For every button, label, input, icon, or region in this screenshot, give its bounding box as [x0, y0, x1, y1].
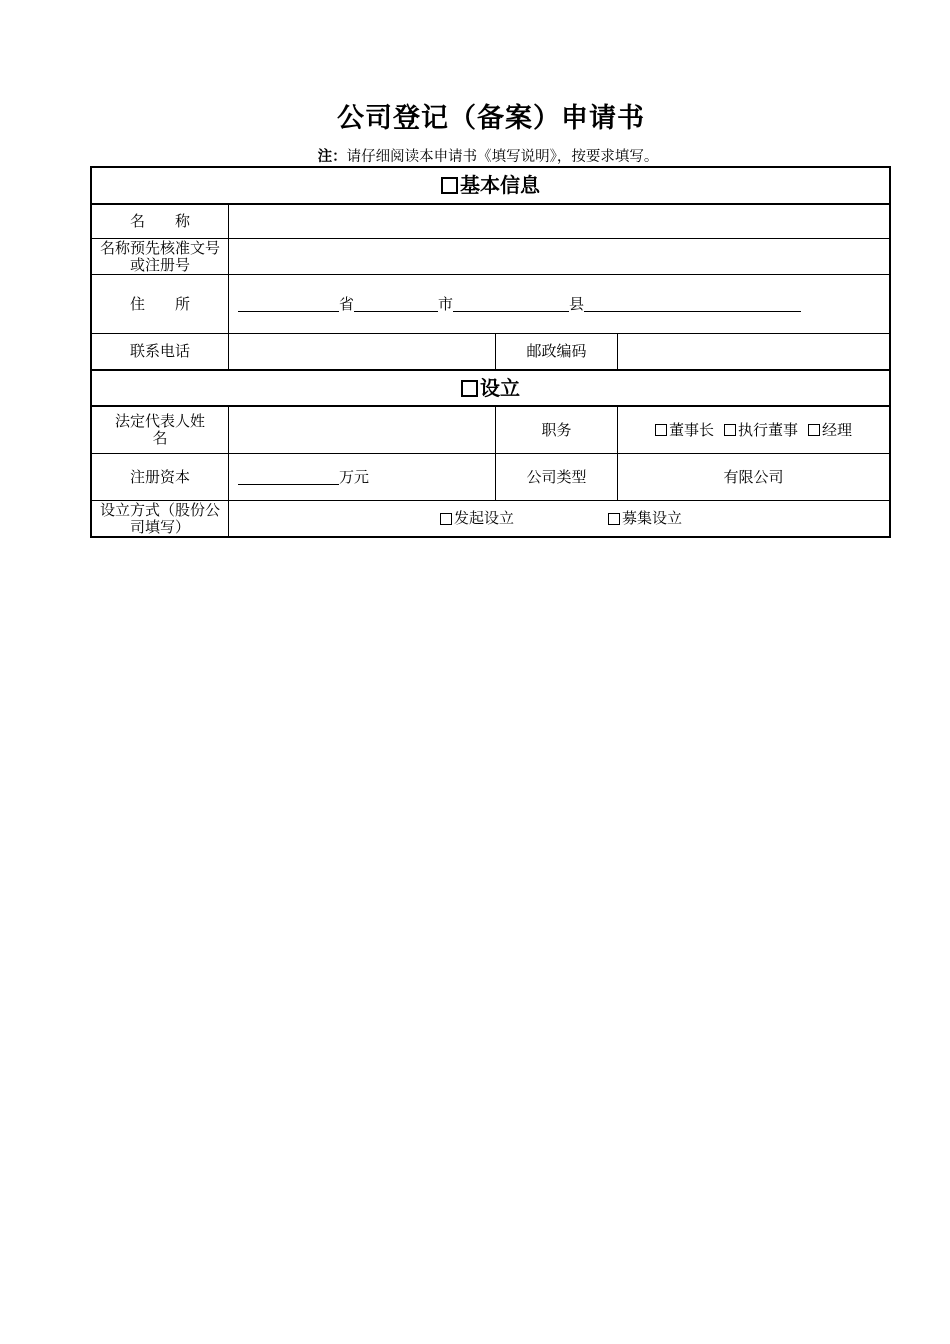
checkbox-basic-info[interactable]: [441, 177, 458, 194]
name-field[interactable]: [229, 205, 889, 238]
position-option-executive-director[interactable]: 执行董事: [724, 422, 798, 439]
legal-rep-label: 法定代表人姓名: [114, 412, 205, 447]
method-option-promotion[interactable]: 发起设立: [440, 501, 540, 536]
frame-right: [889, 166, 891, 538]
phone-field[interactable]: [229, 334, 495, 369]
form-note: [0, 145, 950, 166]
address-field[interactable]: [238, 275, 889, 333]
section-basic-label: 基本信息: [460, 173, 540, 197]
legal-rep-field[interactable]: [229, 407, 495, 453]
checkbox-icon[interactable]: [608, 513, 620, 525]
position-options: [618, 407, 889, 453]
position-option-manager[interactable]: 经理: [808, 422, 852, 439]
capital-label: 注册资本: [129, 467, 190, 486]
county-label: 县: [569, 294, 585, 313]
province-label: 省: [339, 294, 355, 313]
application-form: [90, 166, 891, 538]
checkbox-icon[interactable]: [655, 424, 667, 436]
address-label: 住 所: [129, 294, 190, 313]
checkbox-icon[interactable]: [724, 424, 736, 436]
position-label: 职务: [541, 420, 572, 439]
section-setup: [92, 371, 889, 405]
section-setup-label: 设立: [480, 375, 520, 400]
company-type-label: 公司类型: [526, 467, 587, 486]
note-text: 请仔细阅读本申请书《填写说明》，按要求填写。: [346, 149, 659, 165]
postcode-label: 邮政编码: [526, 342, 587, 360]
street-blank[interactable]: [584, 296, 801, 312]
pre-approval-field[interactable]: [229, 239, 889, 274]
pre-approval-label: 名称预先核准文号或注册号: [99, 238, 220, 274]
city-blank[interactable]: [354, 296, 438, 312]
frame-bottom: [90, 536, 891, 538]
checkbox-icon[interactable]: [440, 513, 452, 525]
checkbox-icon[interactable]: [808, 424, 820, 436]
note-label: 注：: [317, 149, 347, 165]
name-label: 名 称: [129, 212, 190, 230]
position-option-chairman[interactable]: 董事长: [655, 422, 714, 439]
method-option-subscription[interactable]: 募集设立: [608, 501, 708, 536]
section-basic-info: [92, 168, 889, 203]
company-type-value: 有限公司: [723, 467, 784, 486]
province-blank[interactable]: [238, 296, 339, 312]
capital-field[interactable]: [238, 454, 495, 500]
capital-unit: 万元: [339, 467, 370, 486]
page-title: 公司登记（备案）申请书: [337, 103, 645, 134]
method-label: 设立方式（股份公司填写）: [99, 500, 220, 536]
county-blank[interactable]: [453, 296, 569, 312]
phone-label: 联系电话: [129, 342, 190, 360]
city-label: 市: [438, 294, 454, 313]
capital-blank[interactable]: [238, 469, 339, 485]
checkbox-setup[interactable]: [461, 380, 478, 397]
postcode-field[interactable]: [618, 334, 889, 369]
